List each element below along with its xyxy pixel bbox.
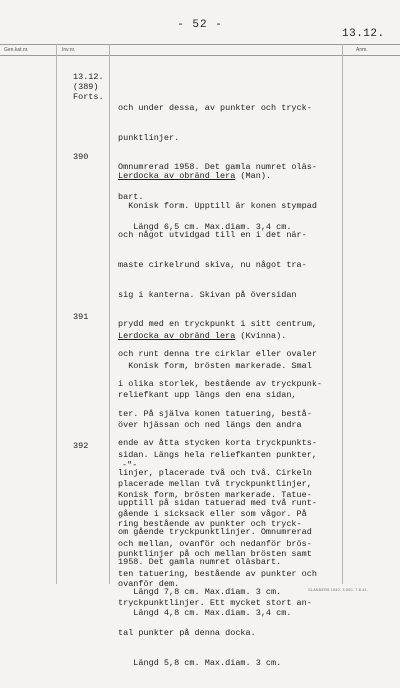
entry-number-392: 392 <box>73 441 89 451</box>
entry-390-title-underlined: Lerdocka av obränd lera <box>118 170 236 181</box>
entry-389-line: punktlinjer. <box>118 132 180 143</box>
entry-390-line: och runt denna tre cirklar eller ovaler <box>118 349 317 360</box>
entry-389-line: Längd 6,5 cm. Max.diam. 3,4 cm. <box>118 221 292 232</box>
entry-390-line: upptill på sidan tatuerad med två runt- <box>118 497 317 508</box>
entry-392-line: Konisk form, brösten markerade. Tatue- <box>118 489 312 500</box>
column-divider-2 <box>109 44 110 584</box>
entry-392-line: ring bestående av punkter och tryck- <box>118 519 302 530</box>
page-number: - 52 - <box>177 19 223 31</box>
entry-390-line: 1958. Det gamla numret oläsbart. <box>118 557 282 568</box>
entry-390-line: Längd 7,8 cm. Max.diam. 3 cm. <box>118 586 282 597</box>
entry-390-line: Konisk form. Upptill är konen stympad <box>118 200 317 211</box>
header-top-rule <box>0 44 400 45</box>
entry-392-title: -"- <box>122 459 138 470</box>
entry-391-line: över hjässan och ned längs den andra <box>118 419 302 430</box>
entry-number-391: 391 <box>73 312 89 322</box>
entry-390-line: linjer, placerade två och två. Cirkeln <box>118 468 312 478</box>
printer-imprint: GLANDERS 1940. 3.000. 7.8.41. <box>308 588 369 592</box>
entry-390-line: ende av åtta stycken korta tryckpunkts- <box>118 438 317 449</box>
entry-392-line: punktlinjer på och mellan brösten samt <box>118 548 312 559</box>
entry-391-title-suffix: (Kvinna). <box>235 330 287 341</box>
column-header-gen-kat-nr: Gen.kat.nr. <box>4 47 29 53</box>
entry-389-line: bart. <box>118 191 144 202</box>
entry-391-line: Längd 5,8 cm. Max.diam. 3 cm. <box>118 657 282 668</box>
column-divider-1 <box>56 44 57 584</box>
catalog-number: 13.12. <box>342 28 385 40</box>
entry-391-line: tryckpunktlinjer. Ett mycket stort an- <box>118 598 312 609</box>
entry-392-text <box>118 438 340 639</box>
entry-391-title <box>118 332 340 342</box>
entry-390-line: om gående tryckpunktlinjer. Omnumrerad <box>118 527 312 538</box>
entry-391-line: reliefkant upp längs den ena sidan, <box>118 390 297 401</box>
entry-390-line: sig i kanterna. Skivan på översidan <box>118 289 297 300</box>
entry-391-line: Konisk form, brösten markerade. Smal <box>118 360 312 371</box>
entry-390-title-suffix: (Man). <box>235 170 272 181</box>
entry-391-line: placerade mellan två tryckpunktlinjer, <box>118 479 312 490</box>
entry-number-389: 13.12. (389) Forts. <box>73 72 104 102</box>
entry-391-line: tal punkter på denna docka. <box>118 628 256 638</box>
header-bottom-rule <box>0 55 400 56</box>
entry-391-line: sidan. Längs hela reliefkanten punkter, <box>118 449 317 460</box>
entry-391-line: och mellan, ovanför och nedanför brös- <box>118 538 312 549</box>
entry-389-line: och under dessa, av punkter och tryck- <box>118 102 312 113</box>
entry-390-title <box>118 172 340 182</box>
entry-392-line: Längd 4,8 cm. Max.diam. 3,4 cm. <box>118 608 292 619</box>
column-header-anm: Anm. <box>356 47 368 53</box>
entry-391-title-underlined: Lerdocka av obränd lera <box>118 330 236 341</box>
entry-390-line: och något utvidgad till en i det när- <box>118 230 307 241</box>
entry-390-line: i olika storlek, bestående av tryckpunk- <box>118 378 323 389</box>
entry-391-line: gående i sicksack eller som vågor. På <box>118 509 307 520</box>
entry-390-line: prydd med en tryckpunkt i sitt centrum, <box>118 319 317 330</box>
entry-number-390: 390 <box>73 152 89 162</box>
column-divider-3 <box>342 44 343 584</box>
entry-389-line: Omnumrerad 1958. Det gamla numret oläs- <box>118 162 317 173</box>
entry-390-line: ter. På själva konen tatuering, bestå- <box>118 408 312 419</box>
entry-391-line: ten tatuering, bestående av punkter och <box>118 568 317 579</box>
entry-392-line: ovanför dem. <box>118 578 180 589</box>
entry-390-line: maste cirkelrund skiva, nu något tra- <box>118 259 307 270</box>
column-header-inv-nr: Inv.nr. <box>62 47 76 53</box>
